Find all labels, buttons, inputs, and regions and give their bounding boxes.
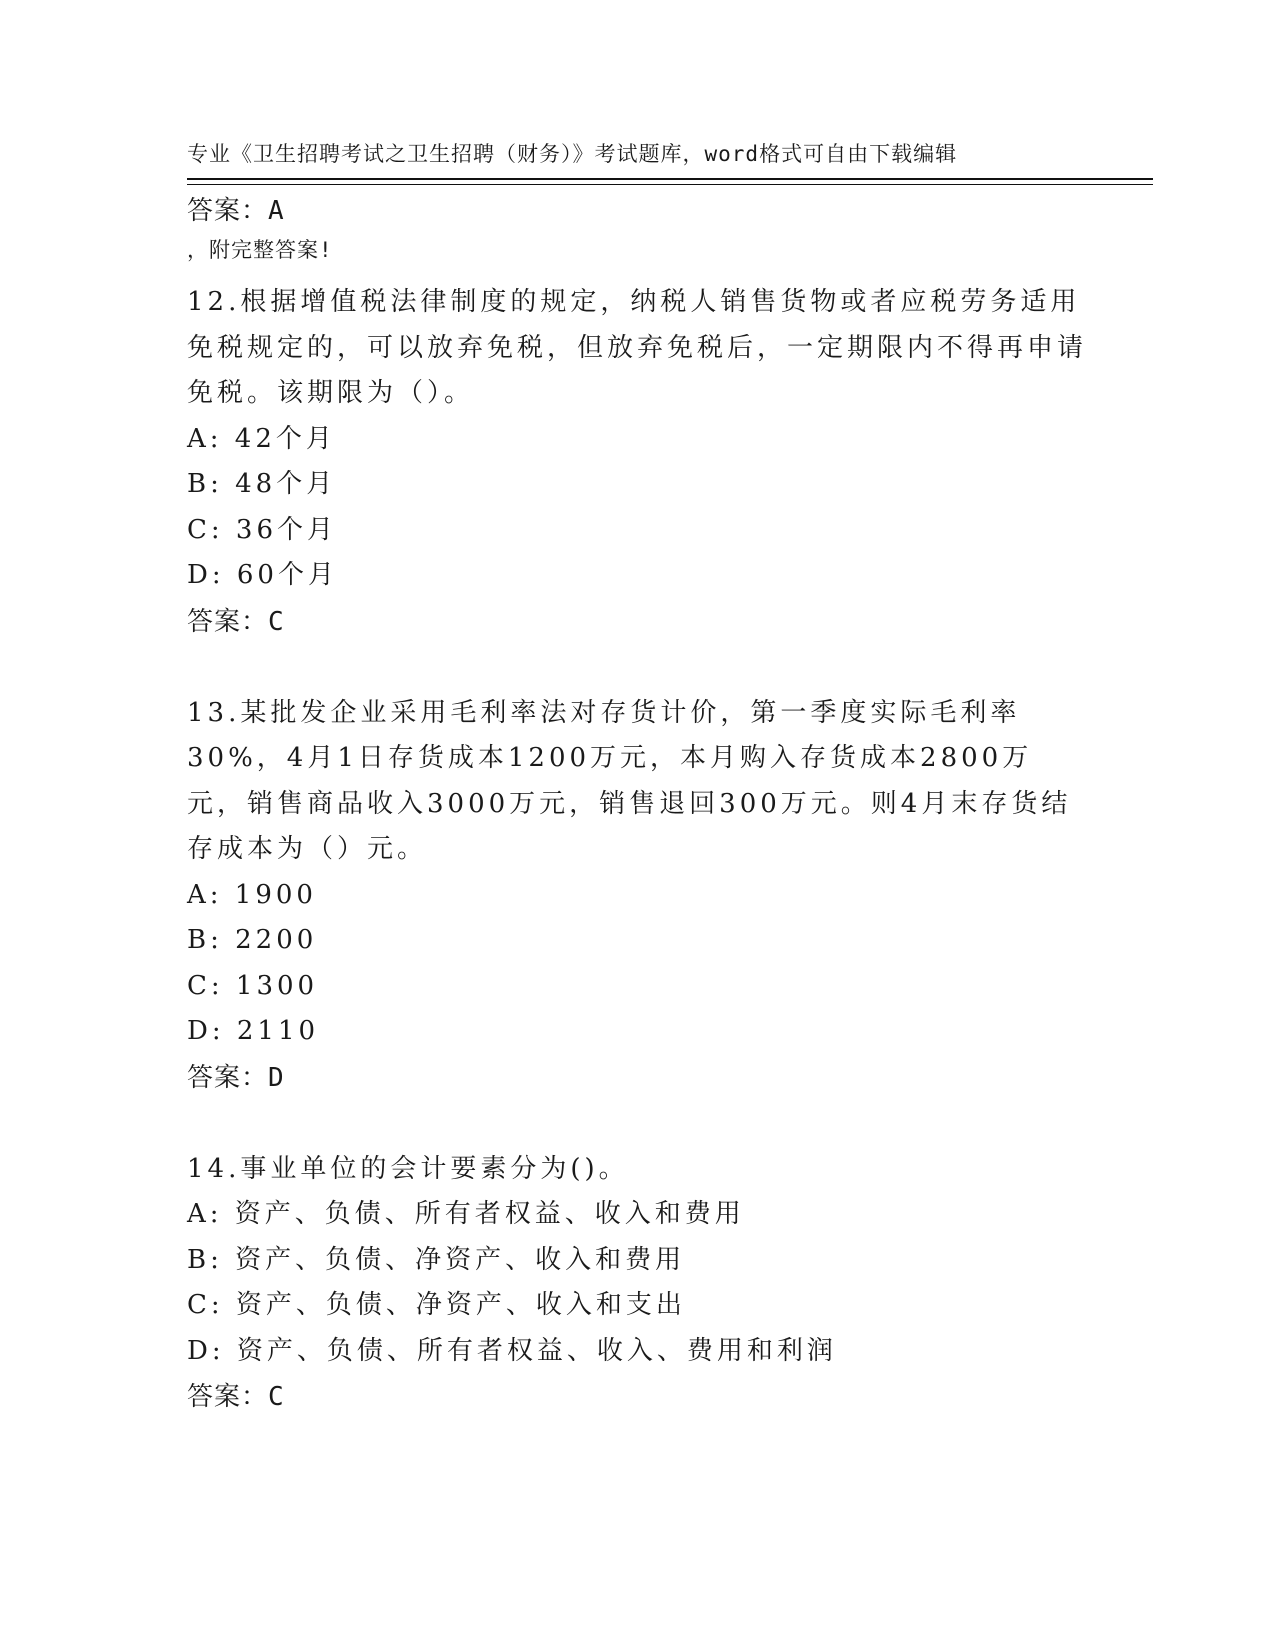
answer-line: 答案：A <box>187 196 285 226</box>
answer-line: 答案：D <box>187 1062 285 1093</box>
question-block <box>187 1147 1087 1421</box>
answer-line: 答案：C <box>187 606 285 637</box>
answer-line: 答案：C <box>187 1382 285 1412</box>
question-text: 12.根据增值税法律制度的规定，纳税人销售货物或者应税劳务适用免税规定的，可以放弃免税，但放弃免税后，一定期限内不得再申请免税。该期限为（）。 <box>187 287 1088 408</box>
option-d: D: 60个月 <box>187 560 338 590</box>
option-a: A: 42个月 <box>187 423 336 454</box>
header-line-2: ，附完整答案! <box>187 238 333 262</box>
question-text: 13.某批发企业采用毛利率法对存货计价，第一季度实际毛利率30%，4月1日存货成本1200万元，本月购入存货成本2800万元，销售商品收入3000万元，销售退回300万元。则4月末存货结存成本为（）元。 <box>187 697 1072 864</box>
option-b: B: 48个月 <box>187 469 337 499</box>
document-body <box>187 188 1087 1420</box>
header-divider-thick <box>187 178 1153 180</box>
option-c: C: 资产、负债、净资产、收入和支出 <box>187 1290 686 1320</box>
question-text: 14.事业单位的会计要素分为()。 <box>187 1153 629 1184</box>
header-divider-thin <box>187 184 1153 185</box>
question-block <box>187 280 1087 645</box>
option-a: A: 1900 <box>187 879 317 910</box>
option-b: B: 资产、负债、净资产、收入和费用 <box>187 1244 686 1275</box>
option-d: D: 2110 <box>187 1016 320 1046</box>
question-block <box>187 691 1087 1101</box>
option-d: D: 资产、负债、所有者权益、收入、费用和利润 <box>187 1335 837 1366</box>
option-a: A: 资产、负债、所有者权益、收入和费用 <box>187 1199 745 1229</box>
header-line-1: 专业《卫生招聘考试之卫生招聘（财务）》考试题库，word格式可自由下载编辑 <box>187 142 958 166</box>
option-c: C: 1300 <box>187 970 319 1001</box>
option-c: C: 36个月 <box>187 514 338 545</box>
option-b: B: 2200 <box>187 925 318 955</box>
